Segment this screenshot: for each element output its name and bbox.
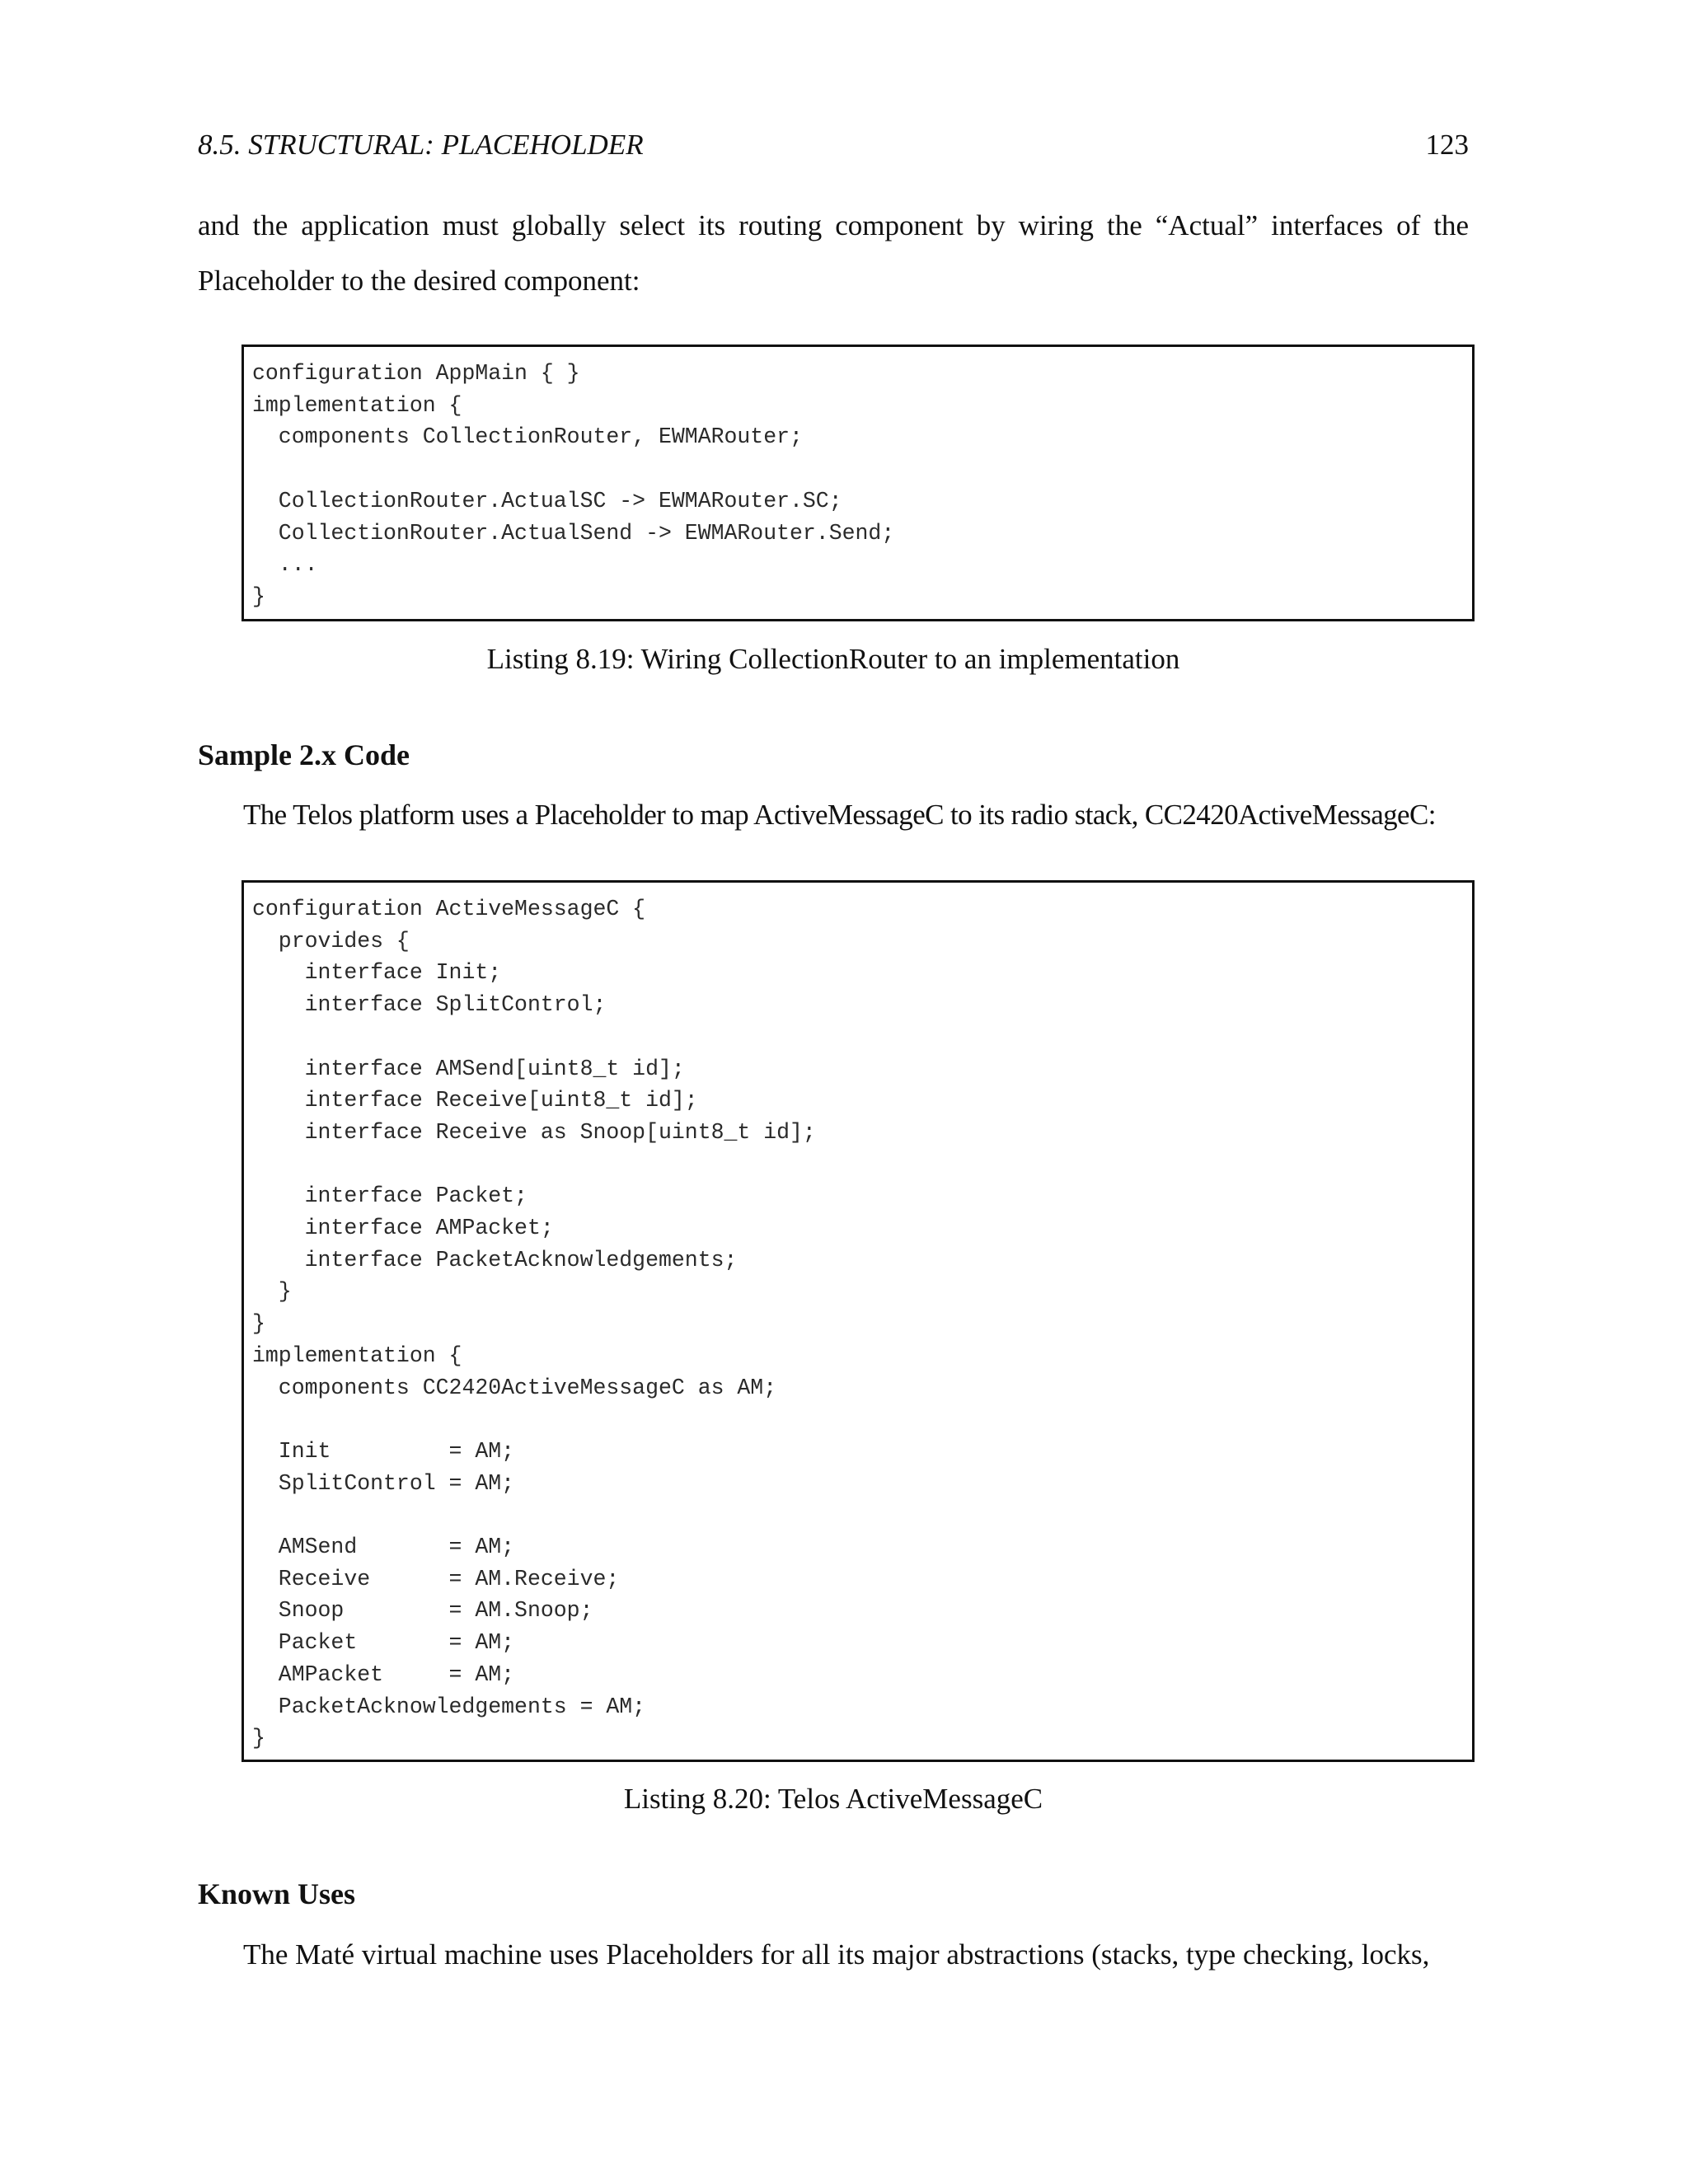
listing-caption-8-20: Listing 8.20: Telos ActiveMessageC [623,1783,1043,1815]
section-title: 8.5. STRUCTURAL: PLACEHOLDER [198,129,644,161]
intro-paragraph: and the application must globally select its routing component by wiring the “Actual” interfaces of the Placeholder to the desired component: [198,209,1469,297]
code-listing-8-20-text: configuration ActiveMessageC { provides { interface Init; interface SplitControl; interface AMSend[uint8_t id]; interface Receive[uint8_t id]; interface Receive as Snoop[uint8_t id]; interface Packet; interface AMPacket; interface PacketAcknowledgements; } } implementation { components CC2420ActiveMessageC as AM; Init = AM; SplitControl = AM; AMSend = AM; Receive = AM.Receive; Snoop = AM.Snoop; Packet = AM; AMPacket = AM; PacketAcknowledgements = AM; } [252,897,816,1751]
known-uses-paragraph: The Maté virtual machine uses Placeholders for all its major abstractions (stacks, type checking, locks, [243,1938,1430,1971]
sample-code-paragraph: The Telos platform uses a Placeholder to map ActiveMessageC to its radio stack, CC2420ActiveMessageC: [243,799,1436,831]
code-listing-8-19-text: configuration AppMain { } implementation { components CollectionRouter, EWMARouter; CollectionRouter.ActualSC -> EWMARouter.SC; CollectionRouter.ActualSend -> EWMARouter.Send; ... } [252,361,895,609]
code-listing-8-20 [241,880,1475,1762]
page-number: 123 [1425,129,1469,161]
section-heading-sample-code: Sample 2.x Code [198,738,410,771]
code-listing-8-19 [241,344,1475,621]
page-header [198,124,1469,166]
listing-caption-8-19: Listing 8.19: Wiring CollectionRouter to an implementation [486,643,1180,675]
section-heading-known-uses: Known Uses [198,1877,356,1910]
